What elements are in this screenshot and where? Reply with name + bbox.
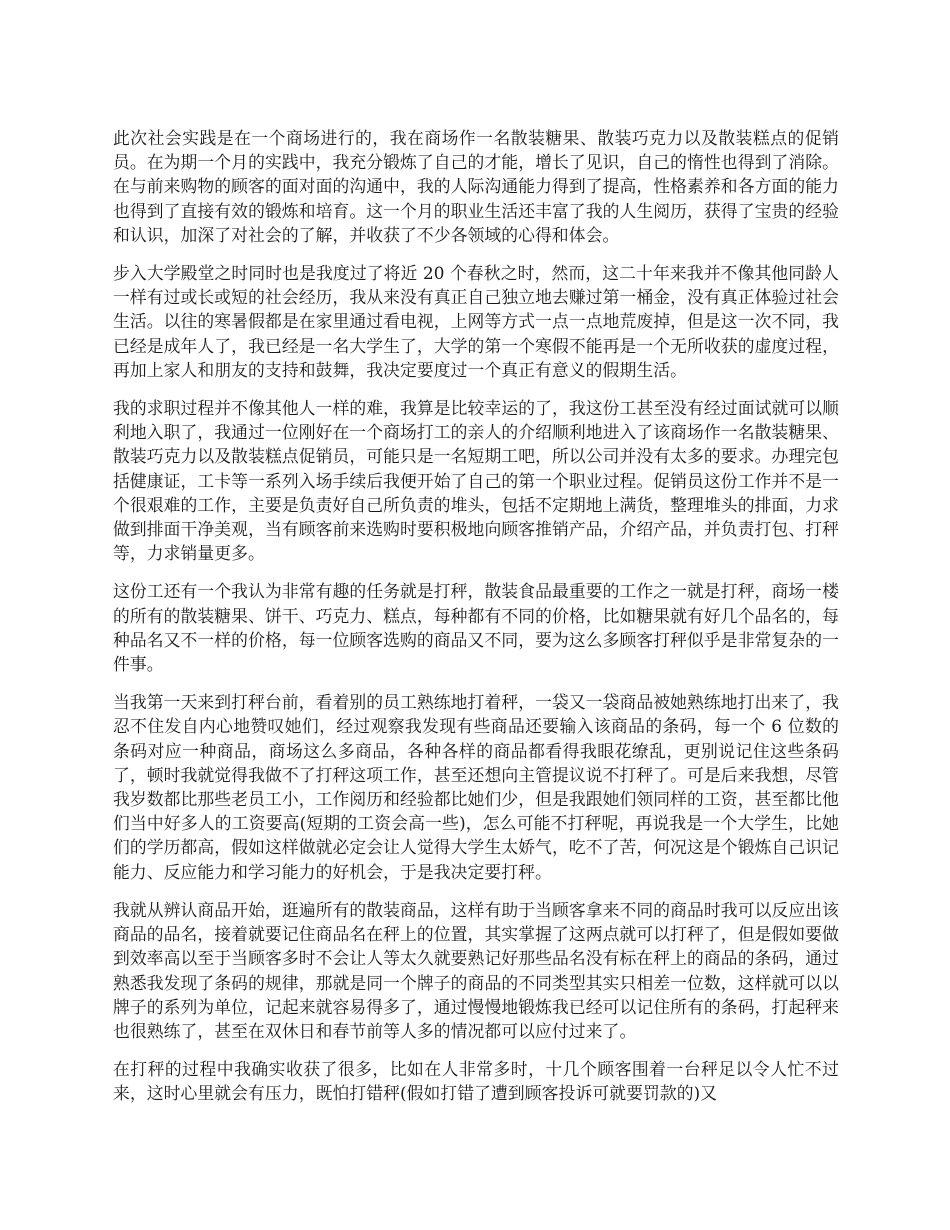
document-body (113, 126, 839, 1120)
paragraph-1: 此次社会实践是在一个商场进行的，我在商场作一名散装糖果、散装巧克力以及散装糕点的促销员。在为期一个月的实践中，我充分锻炼了自己的才能，增长了见识，自己的惰性也得到了消除。在与前来购物的顾客的面对面的沟通中，我的人际沟通能力得到了提高，性格素养和各方面的能力也得到了直接有效的锻炼和培育。这一个月的职业生活还丰富了我的人生阅历，获得了宝贵的经验和认识，加深了对社会的了解，并收获了不少各领域的心得和体会。 (113, 128, 839, 245)
paragraph-4: 这份工还有一个我认为非常有趣的任务就是打秤，散装食品最重要的工作之一就是打秤，商场一楼的所有的散装糖果、饼干、巧克力、糕点，每种都有不同的价格，比如糖果就有好几个品名的，每种品名又不一样的价格，每一位顾客选购的商品又不同，要为这么多顾客打秤似乎是非常复杂的一件事。 (113, 581, 839, 675)
paragraph-2: 步入大学殿堂之时同时也是我度过了将近 20 个春秋之时，然而，这二十年来我并不像其他同龄人一样有过或长或短的社会经历，我从来没有真正自己独立地去赚过第一桶金，没有真正体验过社会生活。以往的寒暑假都是在家里通过看电视，上网等方式一点一点地荒废掉，但是这一次不同，我已经是成年人了，我已经是一名大学生了，大学的第一个寒假不能再是一个无所收获的虚度过程，再加上家人和朋友的支持和鼓舞，我决定要度过一个真正有意义的假期生活。 (113, 263, 839, 380)
paragraph-5: 当我第一天来到打秤台前，看着别的员工熟练地打着秤，一袋又一袋商品被她熟练地打出来了，我忍不住发自内心地赞叹她们，经过观察我发现有些商品还要输入该商品的条码，每一个 6 位数的条码对应一种商品，商场这么多商品，各种各样的商品都看得我眼花缭乱，更别说记住这些条码了，顿时我就觉得我做不了打秤这项工作，甚至还想向主管提议说不打秤了。可是后来我想，尽管我岁数都比那些老员工小，工作阅历和经验都比她们少，但是我跟她们领同样的工资，甚至都比他们当中好多人的工资要高(短期的工资会高一些)，怎么可能不打秤呢，再说我是一个大学生，比她们的学历都高，假如这样做就必定会让人觉得大学生太娇气，吃不了苦，何况这是个锻炼自己识记能力、反应能力和学习能力的好机会，于是我决定要打秤。 (113, 692, 839, 882)
paragraph-3: 我的求职过程并不像其他人一样的难，我算是比较幸运的了，我这份工甚至没有经过面试就可以顺利地入职了，我通过一位刚好在一个商场打工的亲人的介绍顺利地进入了该商场作一名散装糖果、散装巧克力以及散装糕点促销员，可能只是一名短期工吧，所以公司并没有太多的要求。办理完包括健康证，工卡等一系列入场手续后我便开始了自己的第一个职业过程。促销员这份工作并不是一个很艰难的工作，主要是负责好自己所负责的堆头，包括不定期地上满货，整理堆头的排面，力求做到排面干净美观，当有顾客前来选购时要积极地向顾客推销产品，介绍产品，并负责打包、打秤等，力求销量更多。 (113, 398, 839, 564)
paragraph-6: 我就从辨认商品开始，逛遍所有的散装商品，这样有助于当顾客拿来不同的商品时我可以反应出该商品的品名，接着就要记住商品名在秤上的位置，其实掌握了这两点就可以打秤了，但是假如要做到效率高以至于当顾客多时不会让人等太久就要熟记好那些品名没有标在秤上的商品的条码，通过熟悉我发现了条码的规律，那就是同一个牌子的商品的不同类型其实只相差一位数，这样就可以以牌子的系列为单位，记起来就容易得多了，通过慢慢地锻炼我已经可以记住所有的条码，打起秤来也很熟练了，甚至在双休日和春节前等人多的情况都可以应付过来了。 (113, 899, 839, 1041)
paragraph-7: 在打秤的过程中我确实收获了很多，比如在人非常多时，十几个顾客围着一台秤足以令人忙不过来，这时心里就会有压力，既怕打错秤(假如打错了遭到顾客投诉可就要罚款的)又 (113, 1059, 839, 1104)
